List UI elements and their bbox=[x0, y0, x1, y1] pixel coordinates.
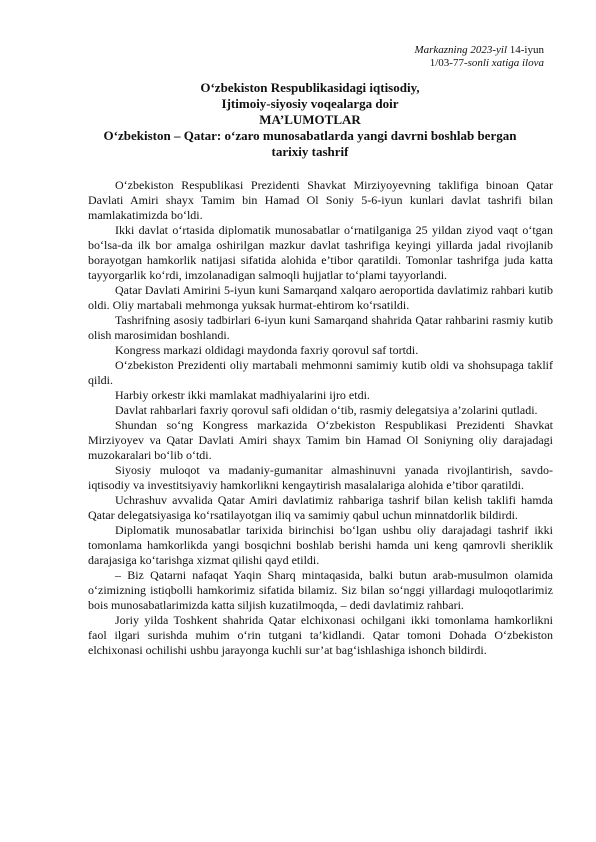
paragraph: Joriy yilda Toshkent shahrida Qatar elchixonasi ochilgani ikki tomonlama hamkorlikni faol ilgari surishda muhim o‘rin tutgani ta’kidlandi. Qatar tomoni Dohada O‘zbekiston elchixonasi ochilishi ushbu jarayonga kuchli sur’at bag‘ishlashiga ishonch bildirdi. bbox=[88, 613, 553, 657]
paragraph: Harbiy orkestr ikki mamlakat madhiyalarini ijro etdi. bbox=[115, 388, 370, 402]
document-title bbox=[70, 80, 550, 128]
paragraph: O‘zbekiston Prezidenti oliy martabali mehmonni samimiy kutib oldi va shohsupaga taklif qildi. bbox=[88, 358, 553, 387]
article-body bbox=[88, 178, 553, 658]
title-line-1: O‘zbekiston Respublikasidagi iqtisodiy, bbox=[200, 80, 420, 95]
title-line-2: Ijtimoiy-siyosiy voqealarga doir bbox=[221, 96, 399, 111]
paragraph: Ikki davlat o‘rtasida diplomatik munosabatlar o‘rnatilganiga 25 yildan ziyod vaqt o‘tgan bo‘lsa-da ilk bor amalga oshirilgan mazkur davlat tashrifiga keyingi yillarda jadal rivojlanib borayotgan hamkorlik natijasi sifatida alohida e’tibor qaratildi. Tomonlar tashrifga juda katta tayyorgarlik ko‘rdi, imzolanadigan salmoqli hujjatlar to‘plami tayyorlandi. bbox=[88, 223, 553, 282]
paragraph: – Biz Qatarni nafaqat Yaqin Sharq mintaqasida, balki butun arab-musulmon olamida o‘zimizning istiqbolli hamkorimiz sifatida bilamiz. Siz bilan so‘nggi yillardagi muloqotlarimiz bois munosabatlarimizda katta siljish kuzatilmoqda, – dedi davlatimiz rahbari. bbox=[88, 568, 553, 612]
annex-note bbox=[414, 44, 544, 70]
title-line-3: MA’LUMOTLAR bbox=[259, 112, 361, 127]
article-heading bbox=[70, 128, 550, 160]
paragraph: Qatar Davlati Amirini 5-iyun kuni Samarqand xalqaro aeroportida davlatimiz rahbari kutib oldi. Oliy martabali mehmonga yuksak hurmat-ehtirom ko‘rsatildi. bbox=[88, 283, 553, 312]
heading-line-1: O‘zbekiston – Qatar: o‘zaro munosabatlarda yangi davrni boshlab bergan bbox=[103, 128, 517, 143]
annex-line-2 bbox=[414, 57, 544, 70]
annex-suffix: -sonli xatiga ilova bbox=[463, 57, 544, 69]
annex-date: 14-iyun bbox=[507, 44, 544, 56]
paragraph: Siyosiy muloqot va madaniy-gumanitar almashinuvni yanada rivojlantirish, savdo-iqtisodiy va investitsiyaviy hamkorlikni kengaytirish masalalariga alohida e’tibor qaratildi. bbox=[88, 463, 553, 492]
annex-number: 1/03-77 bbox=[429, 57, 464, 69]
annex-source: Markazning 2023-yil bbox=[414, 44, 508, 56]
annex-line-1 bbox=[414, 44, 544, 57]
paragraph: Shundan so‘ng Kongress markazida O‘zbekiston Respublikasi Prezidenti Shavkat Mirziyoyev va Qatar Davlati Amiri shayx Tamim bin Hamad Ol Soniyning oliy darajadagi muzokaralari bo‘lib o‘tdi. bbox=[88, 418, 553, 462]
paragraph: O‘zbekiston Respublikasi Prezidenti Shavkat Mirziyoyevning taklifiga binoan Qatar Davlati Amiri shayx Tamim bin Hamad Ol Soniy 5-6-iyun kunlari davlat tashrifi bilan mamlakatimizda bo‘ldi. bbox=[88, 178, 553, 222]
paragraph: Davlat rahbarlari faxriy qorovul safi oldidan o‘tib, rasmiy delegatsiya a’zolarini qutladi. bbox=[115, 403, 538, 417]
paragraph: Kongress markazi oldidagi maydonda faxriy qorovul saf tortdi. bbox=[115, 343, 419, 357]
paragraph: Uchrashuv avvalida Qatar Amiri davlatimiz rahbariga tashrif bilan kelish taklifi hamda Qatar delegatsiyasiga ko‘rsatilayotgan iliq va samimiy qabul uchun minnatdorlik bildirdi. bbox=[88, 493, 553, 522]
paragraph: Tashrifning asosiy tadbirlari 6-iyun kuni Samarqand shahrida Qatar rahbarini rasmiy kutib olish marosimidan boshlandi. bbox=[88, 313, 553, 342]
paragraph: Diplomatik munosabatlar tarixida birinchisi bo‘lgan ushbu oliy darajadagi tashrif ikki tomonlama hamkorlikda yangi bosqichni boshlab berishi hamda uni keng qamrovli sheriklik darajasiga ko‘tarishga xizmat qilishi qayd etildi. bbox=[88, 523, 553, 567]
heading-line-2: tarixiy tashrif bbox=[271, 144, 349, 159]
